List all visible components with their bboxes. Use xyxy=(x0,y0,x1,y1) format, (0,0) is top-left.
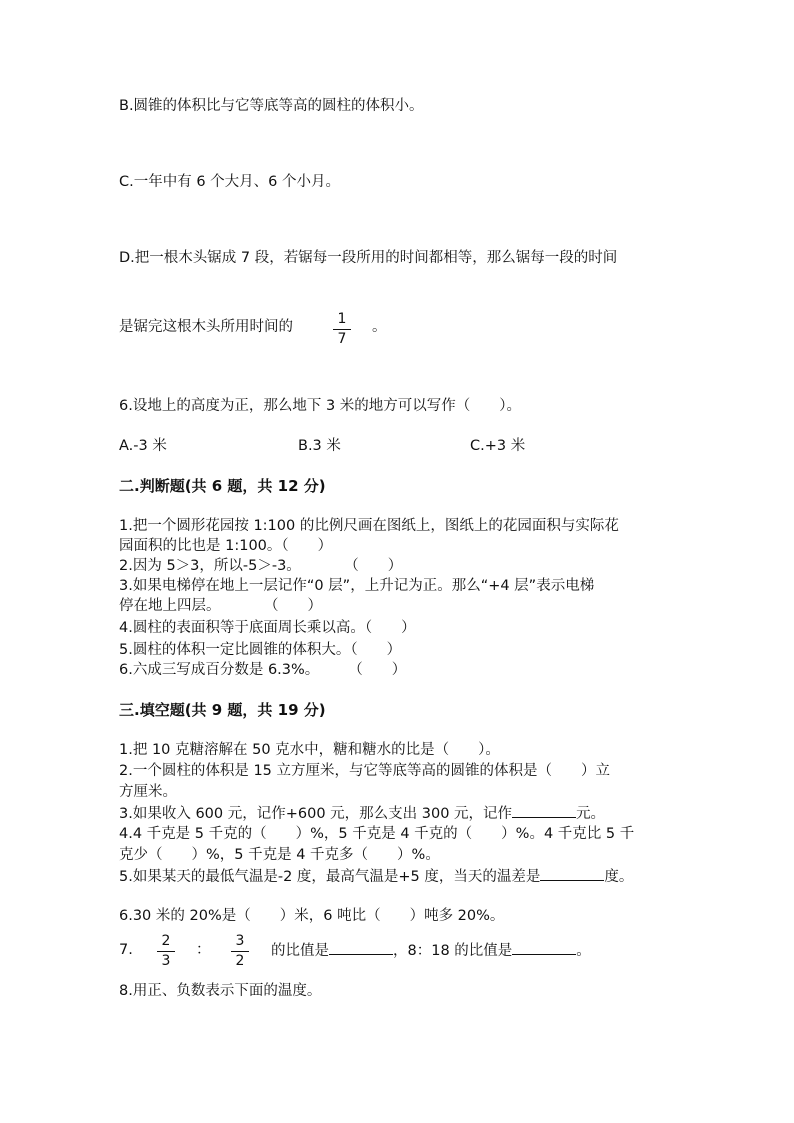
section-2-item: 6.六成三写成百分数是 6.3%。 （ ） xyxy=(119,662,407,678)
answer-blank[interactable] xyxy=(329,940,393,955)
fraction-three-halves xyxy=(229,933,251,970)
question-6-text: 6.设地上的高度为正，那么地下 3 米的地方可以写作（ ）。 xyxy=(119,398,522,414)
section-3-item-3 xyxy=(119,803,605,824)
fraction-numerator: 3 xyxy=(235,933,245,949)
section-3-item-1: 1.把 10 克糖溶解在 50 克水中，糖和糖水的比是（ ）。 xyxy=(119,742,500,758)
fraction-bar xyxy=(333,329,351,330)
item-7-rest xyxy=(271,940,591,961)
section-3-item-2-line1: 2.一个圆柱的体积是 15 立方厘米，与它等底等高的圆锥的体积是（ ）立 xyxy=(119,763,611,779)
option-c-text: C.一年中有 6 个大月、6 个小月。 xyxy=(119,174,341,190)
question-6-option-b: B.3 米 xyxy=(298,438,341,454)
item-7-number: 7. xyxy=(119,942,133,958)
option-d-line2 xyxy=(119,317,293,337)
section-2-item: 园面积的比也是 1:100。（ ） xyxy=(119,538,333,554)
answer-blank[interactable] xyxy=(540,866,604,881)
item-7-colon: ： xyxy=(196,942,211,958)
question-6-option-a: A.-3 米 xyxy=(119,438,167,454)
fraction-numerator: 1 xyxy=(337,311,347,327)
section-2-title: 二.判断题(共 6 题，共 12 分) xyxy=(119,477,326,495)
question-6-option-c: C.+3 米 xyxy=(470,438,526,454)
option-b-text: B.圆锥的体积比与它等底等高的圆柱的体积小。 xyxy=(119,98,424,114)
fraction-denominator: 3 xyxy=(161,953,171,969)
answer-blank[interactable] xyxy=(512,803,576,818)
section-3-item-2-line2: 方厘米。 xyxy=(119,784,177,800)
fraction-one-seventh xyxy=(331,311,353,348)
section-2-item: 2.因为 5＞3，所以-5＞-3。 （ ） xyxy=(119,558,403,574)
item-3-prefix: 3.如果收入 600 元，记作+600 元，那么支出 300 元，记作 xyxy=(119,806,513,822)
section-3-item-4-line2: 克少（ ）%，5 千克是 4 千克多（ ）%。 xyxy=(119,847,440,863)
item-5-prefix: 5.如果某天的最低气温是-2 度，最高气温是+5 度，当天的温差是 xyxy=(119,869,541,885)
option-d-line2-suffix: 。 xyxy=(372,319,387,335)
section-2-item: 3.如果电梯停在地上一层记作“0 层”，上升记为正。那么“+4 层”表示电梯 xyxy=(119,578,595,594)
fraction-two-thirds xyxy=(155,933,177,970)
section-2-item: 1.把一个圆形花园按 1:100 的比例尺画在图纸上，图纸上的花园面积与实际花 xyxy=(119,518,619,534)
section-2-item: 停在地上四层。 （ ） xyxy=(119,598,322,614)
answer-blank[interactable] xyxy=(512,940,576,955)
section-2-item: 4.圆柱的表面积等于底面周长乘以高。（ ） xyxy=(119,620,416,636)
item-7-mid2: ，8：18 的比值是 xyxy=(393,943,513,959)
section-3-item-6: 6.30 米的 20%是（ ）米，6 吨比（ ）吨多 20%。 xyxy=(119,908,505,924)
fraction-bar xyxy=(231,951,249,952)
section-3-item-4-line1: 4.4 千克是 5 千克的（ ）%，5 千克是 4 千克的（ ）%。4 千克比 5 千 xyxy=(119,826,635,842)
option-d-line2-prefix: 是锯完这根木头所用时间的 xyxy=(119,319,293,335)
item-7-end: 。 xyxy=(576,943,591,959)
fraction-bar xyxy=(157,951,175,952)
fraction-numerator: 2 xyxy=(161,933,171,949)
fraction-denominator: 7 xyxy=(337,331,347,347)
option-d-line1: D.把一根木头锯成 7 段，若锯每一段所用的时间都相等，那么锯每一段的时间 xyxy=(119,250,618,266)
item-5-suffix: 度。 xyxy=(604,869,634,885)
item-3-suffix: 元。 xyxy=(576,806,606,822)
item-7-mid: 的比值是 xyxy=(271,943,329,959)
section-3-item-5 xyxy=(119,866,633,887)
section-3-item-8: 8.用正、负数表示下面的温度。 xyxy=(119,983,322,999)
section-3-title: 三.填空题(共 9 题，共 19 分) xyxy=(119,701,326,719)
fraction-denominator: 2 xyxy=(235,953,245,969)
section-2-item: 5.圆柱的体积一定比圆锥的体积大。（ ） xyxy=(119,642,402,658)
